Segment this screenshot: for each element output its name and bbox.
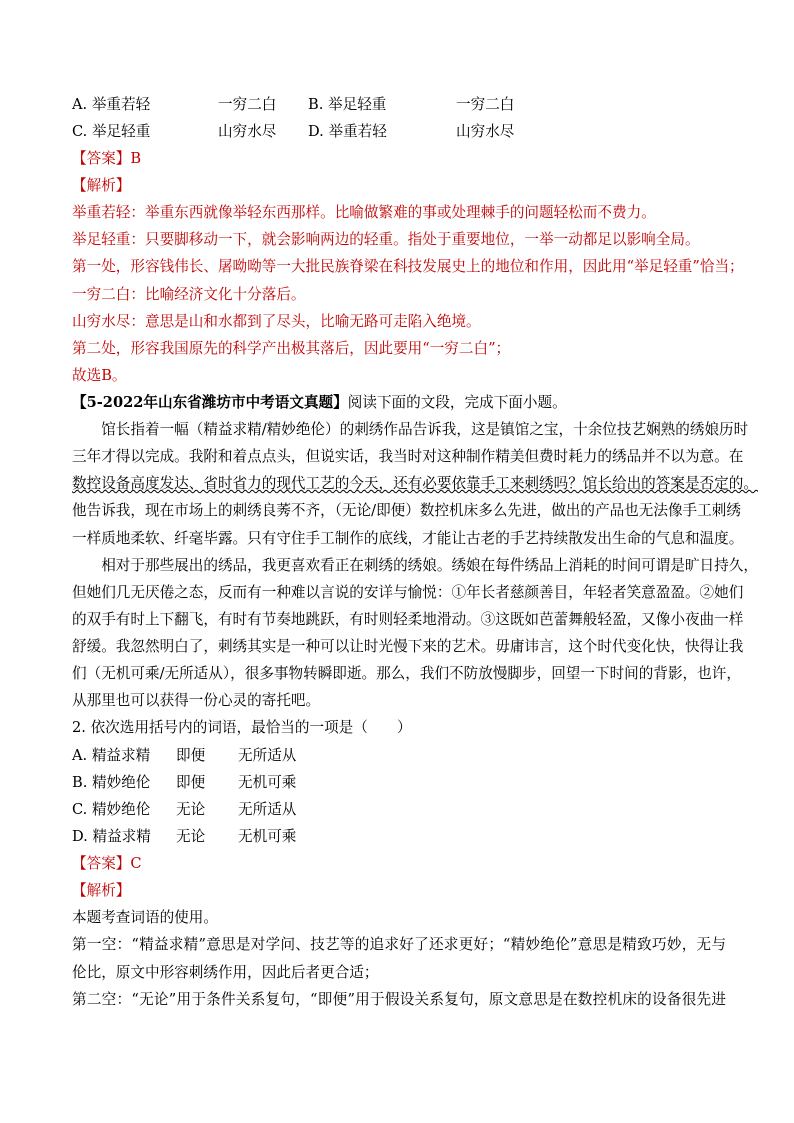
- option-c: C. 举足轻重: [72, 123, 151, 140]
- q1-analysis-line: 第二处，形容我国原先的科学产出极其落后，因此要用“一穷二白”；: [72, 340, 511, 357]
- instruction-text: 阅读下面的文段，完成下面小题。: [347, 394, 567, 411]
- passage-line: 一样质地柔软、纤毫毕露。只有守住手工制作的底线，才能让古老的手艺持续散发出生命的气息和温度。: [72, 530, 744, 547]
- q1-analysis-line: 故选B。: [72, 367, 127, 384]
- passage-line-underlined: 数控设备高度发达、省时省力的现代工艺的今天，还有必要依靠手工来刺绣吗？馆长给出的答案是否定的。: [72, 475, 758, 492]
- source-label: 【5-2022年山东省潍坊市中考语文真题】: [72, 394, 348, 411]
- q1-analysis-title: 【解析】: [72, 177, 131, 194]
- question-group-header: [72, 389, 726, 416]
- q1-analysis-line: 山穷水尽：意思是山和水都到了尽头，比喻无路可走陷入绝境。: [72, 313, 481, 330]
- document-page: A. 举重若轻 一穷二白 B. 举足轻重 一穷二白 C. 举足轻重 山穷水尽 D. 举重若轻 山穷水尽 【答案】B 【解析】 举重若轻：举重东西就像举轻东西那样。比喻做繁难的事或处理棘手的问题轻松而不费力。 举足轻重：只要脚移动一下，就会影响两边的轻重。指处于重要地位，一举一动都足以影响全局。 第一处，形容钱伟长、屠呦呦等一大批民族脊梁在科技发展史上的地位和作用，因此用“举足轻重”恰当； 一穷二白：比喻经济文化十分落后。 山穷水尽：意思是山和水都到了尽头，比喻无路可走陷入绝境。 第二处，形容我国原先的科学产出极其落后，因此要用“一穷二白”； 故选B。 【5-2022年山东省潍坊市中考语文真题】阅读下面的文段，完成下面小题。 馆长指着一幅（精益求精/精妙绝伦）的刺绣作品告诉我，这是镇馆之宝，十余位技艺娴熟的绣娘历时 三年才得以完成。我附和着点点头，但说实话，我当时对这种制作精美但费时耗力的绣品并不以为意。在 数控设备高度发达、省时省力的现代工艺的今天，还有必要依靠手工来刺绣吗？馆长给出的答案是否定的。 他告诉我，现在市场上的刺绣良莠不齐，（无论/即便）数控机床多么先进，做出的产品也无法像手工刺绣 一样质地柔软、纤毫毕露。只有守住手工制作的底线，才能让古老的手艺持续散发出生命的气息和温度。 相对于那些展出的绣品，我更喜欢看正在刺绣的绣娘。绣娘在每件绣品上消耗的时间可谓是旷日持久， 但她们几无厌倦之态，反而有一种难以言说的安详与愉悦：①年长者慈颜善目，年轻者笑意盈盈。②她们 的双手有时上下翻飞，有时有节奏地跳跃，有时则轻柔地滑动。③这既如芭蕾舞般轻盈，又像小夜曲一样 舒缓。我忽然明白了，刺绣其实是一种可以让时光慢下来的艺术。毋庸讳言，这个时代变化快，快得让我 们（无机可乘/无所适从），很多事物转瞬即逝。那么，我们不防放慢脚步，回望一下时间的背影，也许， 从那里也可以获得一份心灵的寄托吧。 2. 依次选用括号内的词语，最恰当的一项是（ ） A. 精益求精 即便 无所适从 B. 精妙绝伦 即便 无机可乘 C. 精妙绝伦 无论 无所适从 D. 精益求精 无论 无机可乘 【答案】C 【解析】 本题考查词语的使用。 第一空：“精益求精”意思是对学问、技艺等的追求好了还求更好；“精妙绝伦”意思是精致巧妙，无与 伦比，原文中形容刺绣作用，因此后者更合适； 第二空：“无论”用于条件关系复句，“即便”用于假设关系复句，原文意思是在数控机床的设备很先进: [0, 0, 794, 1123]
- q1-analysis-line: 举重若轻：举重东西就像举轻东西那样。比喻做繁难的事或处理棘手的问题轻松而不费力。: [72, 204, 656, 221]
- q1-analysis-line: 第一处，形容钱伟长、屠呦呦等一大批民族脊梁在科技发展史上的地位和作用，因此用“举足轻重”恰当；: [72, 258, 744, 275]
- q1-analysis-line: 一穷二白：比喻经济文化十分落后。: [72, 286, 306, 303]
- passage-line: 们（无机可乘/无所适从），很多事物转瞬即逝。那么，我们不防放慢脚步，回望一下时间的背影，也许，: [72, 665, 741, 682]
- option-b: B. 举足轻重: [308, 96, 387, 113]
- passage-line: 的双手有时上下翻飞，有时有节奏地跳跃，有时则轻柔地滑动。③这既如芭蕾舞般轻盈，又像小夜曲一样: [72, 611, 744, 628]
- passage-line: 但她们几无厌倦之态，反而有一种难以言说的安详与愉悦：①年长者慈颜善目，年轻者笑意盈盈。②她们: [72, 584, 744, 601]
- q2-analysis-line: 第二空：“无论”用于条件关系复句，“即便”用于假设关系复句，原文意思是在数控机床的设备很先进: [72, 991, 726, 1008]
- passage-line: 三年才得以完成。我附和着点点头，但说实话，我当时对这种制作精美但费时耗力的绣品并不以为意。在: [72, 448, 744, 465]
- q2-stem: 2. 依次选用括号内的词语，最恰当的一项是（ ）: [72, 719, 412, 736]
- passage-line: 馆长指着一幅（精益求精/精妙绝伦）的刺绣作品告诉我，这是镇馆之宝，十余位技艺娴熟的绣娘历时: [101, 421, 749, 438]
- passage-line: 他告诉我，现在市场上的刺绣良莠不齐，（无论/即便）数控机床多么先进，做出的产品也无法像手工刺绣: [72, 502, 741, 519]
- passage-line: 舒缓。我忽然明白了，刺绣其实是一种可以让时光慢下来的艺术。毋庸讳言，这个时代变化快，快得让我: [72, 638, 744, 655]
- passage-line: 从那里也可以获得一份心灵的寄托吧。: [72, 692, 321, 709]
- option-a-word2: 一穷二白: [218, 96, 277, 113]
- q2-analysis-line: 本题考查词语的使用。: [72, 909, 218, 926]
- q1-analysis-line: 举足轻重：只要脚移动一下，就会影响两边的轻重。指处于重要地位，一举一动都足以影响全局。: [72, 231, 700, 248]
- q2-analysis-title: 【解析】: [72, 882, 131, 899]
- q2-analysis-line: 第一空：“精益求精”意思是对学问、技艺等的追求好了还求更好；“精妙绝伦”意思是精致巧妙，无与: [72, 936, 726, 953]
- q1-answer: 【答案】B: [72, 150, 142, 167]
- option-d-word2: 山穷水尽: [456, 123, 515, 140]
- q2-analysis-line: 伦比，原文中形容刺绣作用，因此后者更合适；: [72, 964, 379, 981]
- option-d: D. 举重若轻: [308, 123, 387, 140]
- option-c-word2: 山穷水尽: [218, 123, 277, 140]
- option-b-word2: 一穷二白: [456, 96, 515, 113]
- passage-line: 相对于那些展出的绣品，我更喜欢看正在刺绣的绣娘。绣娘在每件绣品上消耗的时间可谓是旷日持久，: [101, 557, 758, 574]
- option-a: A. 举重若轻: [72, 96, 151, 113]
- q2-answer: 【答案】C: [72, 855, 142, 872]
